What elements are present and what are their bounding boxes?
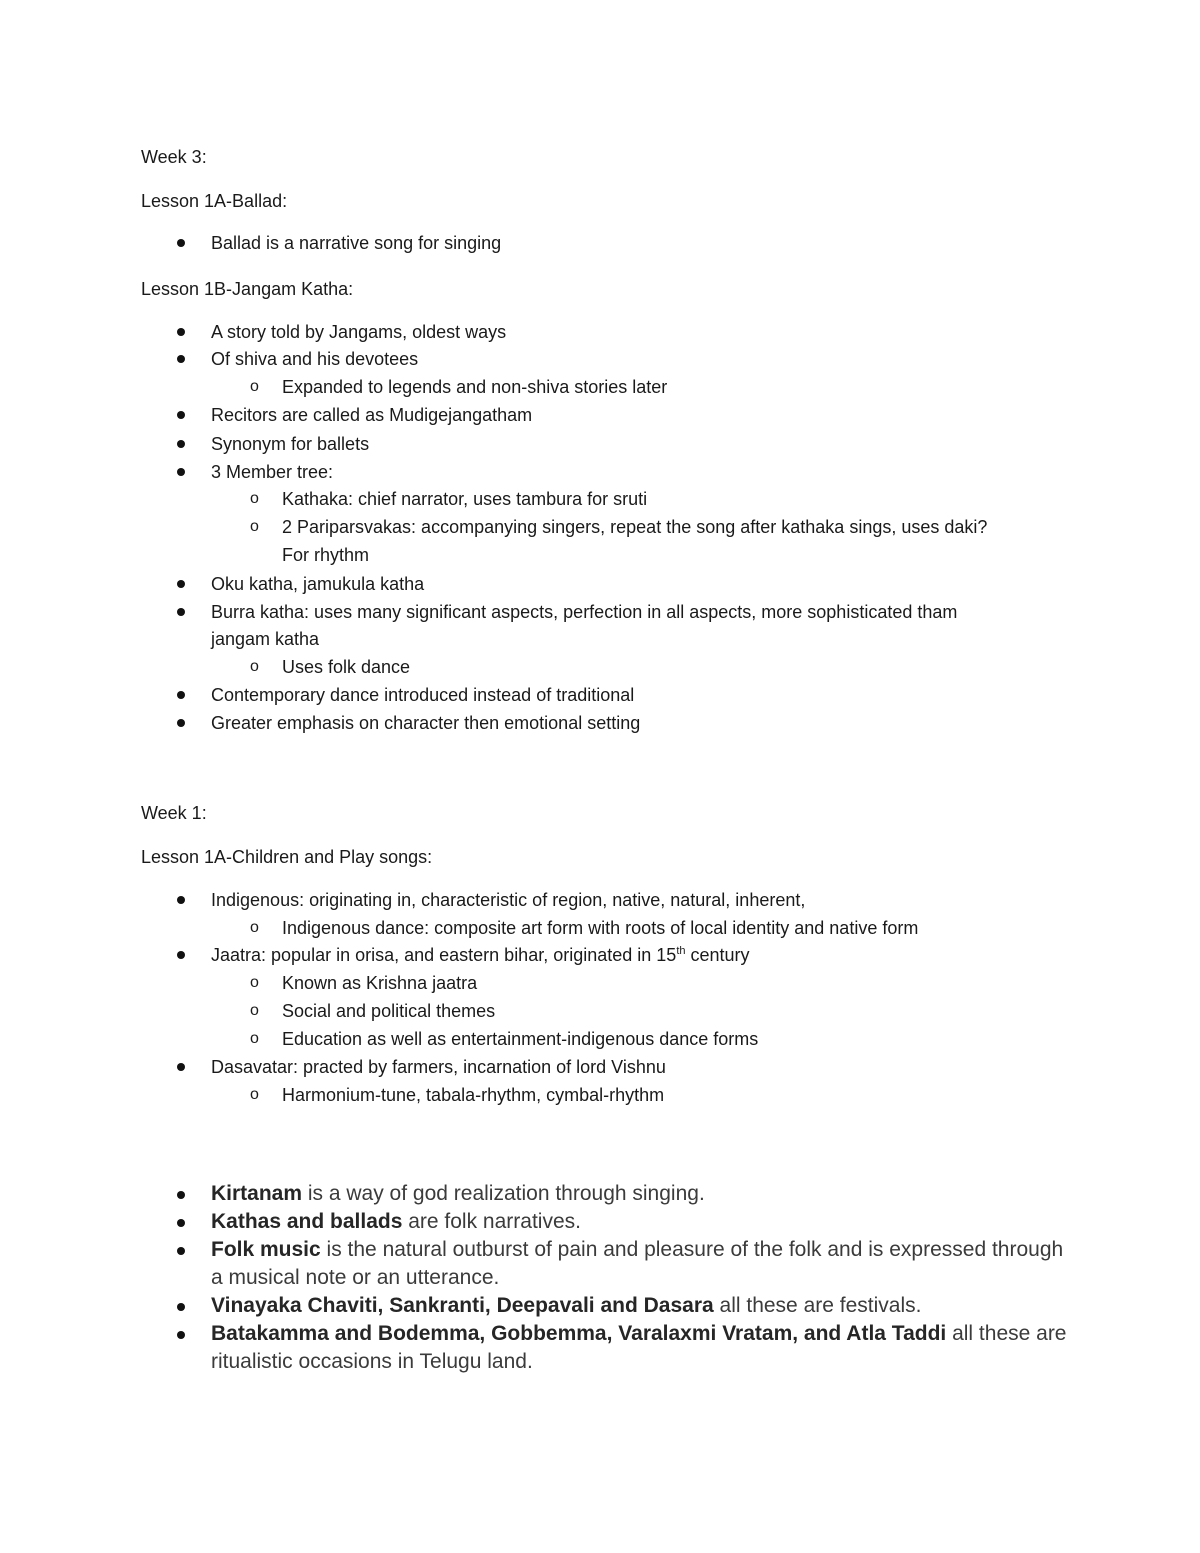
list-item: Oku katha, jamukula katha bbox=[211, 574, 425, 594]
list-item: Burra katha: uses many significant aspects, perfection in all aspects, more sophisticated tham bbox=[211, 602, 958, 622]
lesson-1b-jangam-katha-title: Lesson 1B-Jangam Katha: bbox=[141, 279, 354, 299]
list-item: Social and political themes bbox=[282, 1001, 496, 1021]
bullet bbox=[177, 896, 185, 904]
fact-term: Kathas and ballads bbox=[211, 1210, 403, 1233]
bullet bbox=[177, 951, 185, 959]
fact-term: Kirtanam bbox=[211, 1182, 303, 1205]
lesson-1a-ballad-title: Lesson 1A-Ballad: bbox=[141, 191, 288, 211]
fact-text: is the natural outburst of pain and pleasure of the folk and is expressed through a musical note or an utterance. bbox=[211, 1238, 1064, 1289]
fact-item bbox=[211, 1292, 1071, 1320]
list-item: Indigenous: originating in, characteristic of region, native, natural, inherent, bbox=[211, 890, 806, 910]
list-item: Known as Krishna jaatra bbox=[282, 973, 478, 993]
superscript: th bbox=[676, 945, 686, 957]
bullet bbox=[177, 468, 185, 476]
fact-item bbox=[211, 1180, 1071, 1208]
sub-bullet: o bbox=[250, 1030, 259, 1047]
fact-text: is a way of god realization through singing. bbox=[302, 1182, 705, 1205]
jaatra-text: Jaatra: popular in orisa, and eastern bihar, originated in 15 bbox=[211, 945, 677, 965]
bullet bbox=[177, 328, 185, 336]
bullet bbox=[177, 1303, 185, 1311]
week1-heading: Week 1: bbox=[141, 803, 207, 823]
bullet bbox=[177, 1331, 185, 1339]
bullet bbox=[177, 355, 185, 363]
jaatra-text-end: century bbox=[685, 945, 750, 965]
sub-bullet: o bbox=[250, 658, 259, 675]
bullet bbox=[177, 580, 185, 588]
fact-item bbox=[211, 1236, 1071, 1292]
fact-text: are folk narratives. bbox=[402, 1210, 581, 1233]
bullet bbox=[177, 1219, 185, 1227]
list-item: 3 Member tree: bbox=[211, 462, 334, 482]
bullet bbox=[177, 691, 185, 699]
bullet bbox=[177, 1063, 185, 1071]
fact-term: Batakamma and Bodemma, Gobbemma, Varalaxmi Vratam, and Atla Taddi bbox=[211, 1322, 947, 1345]
sub-bullet: o bbox=[250, 1086, 259, 1103]
list-item: A story told by Jangams, oldest ways bbox=[211, 322, 507, 342]
sub-bullet: o bbox=[250, 490, 259, 507]
lesson-1a-children-title: Lesson 1A-Children and Play songs: bbox=[141, 847, 433, 867]
sub-bullet: o bbox=[250, 518, 259, 535]
fact-text: all these are ritualistic occasions in Telugu land. bbox=[211, 1322, 1067, 1373]
list-item: Recitors are called as Mudigejangatham bbox=[211, 405, 533, 425]
list-item: Dasavatar: practed by farmers, incarnation of lord Vishnu bbox=[211, 1057, 666, 1077]
list-item: Education as well as entertainment-indigenous dance forms bbox=[282, 1029, 759, 1049]
bullet bbox=[177, 440, 185, 448]
sub-bullet: o bbox=[250, 1002, 259, 1019]
week3-heading: Week 3: bbox=[141, 147, 207, 167]
list-item: 2 Pariparsvakas: accompanying singers, repeat the song after kathaka sings, uses daki? bbox=[282, 517, 988, 537]
list-item-continued: jangam katha bbox=[211, 629, 320, 649]
list-item: Uses folk dance bbox=[282, 657, 411, 677]
sub-bullet: o bbox=[250, 919, 259, 936]
sub-bullet: o bbox=[250, 974, 259, 991]
list-item: Ballad is a narrative song for singing bbox=[211, 233, 502, 253]
list-item: Harmonium-tune, tabala-rhythm, cymbal-rhythm bbox=[282, 1085, 665, 1105]
list-item-continued: For rhythm bbox=[282, 545, 370, 565]
bullet bbox=[177, 411, 185, 419]
bullet bbox=[177, 1247, 185, 1255]
sub-bullet: o bbox=[250, 378, 259, 395]
list-item: Kathaka: chief narrator, uses tambura for sruti bbox=[282, 489, 648, 509]
list-item: Expanded to legends and non-shiva stories later bbox=[282, 377, 668, 397]
bullet bbox=[177, 608, 185, 616]
list-item: Greater emphasis on character then emotional setting bbox=[211, 713, 641, 733]
bullet bbox=[177, 719, 185, 727]
list-item: Of shiva and his devotees bbox=[211, 349, 419, 369]
fact-term: Folk music bbox=[211, 1238, 321, 1261]
fact-item bbox=[211, 1208, 1071, 1236]
fact-item bbox=[211, 1320, 1071, 1376]
list-item: Synonym for ballets bbox=[211, 434, 370, 454]
list-item bbox=[211, 941, 1071, 969]
bullet bbox=[177, 1191, 185, 1199]
bullet bbox=[177, 239, 185, 247]
fact-term: Vinayaka Chaviti, Sankranti, Deepavali and Dasara bbox=[211, 1294, 714, 1317]
list-item: Indigenous dance: composite art form with roots of local identity and native form bbox=[282, 918, 919, 938]
fact-text: all these are festivals. bbox=[713, 1294, 922, 1317]
list-item: Contemporary dance introduced instead of traditional bbox=[211, 685, 635, 705]
